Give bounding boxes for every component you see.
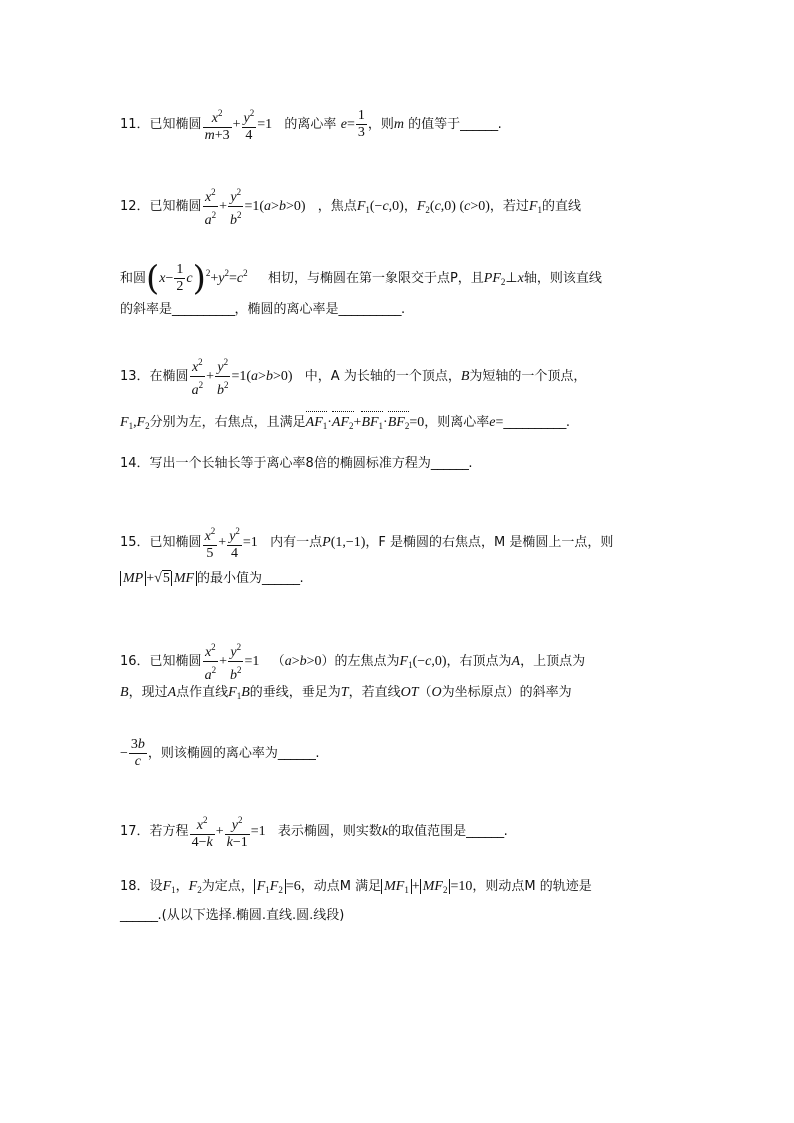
answer-blank[interactable]: ______ — [262, 570, 300, 586]
question-text: 为定点， — [201, 879, 254, 894]
formula-fraction: $\frac{x^2}{a^2}$ — [190, 354, 206, 399]
question-15-line-2: MP +√5 MF 的最小值为______. — [120, 568, 304, 589]
question-13: 13．在椭圆 $\frac{x^2}{a^2}$ + $\frac{y^2}{b^2}$ =1(a>b>0) 中，A 为长轴的一个顶点，B为短轴的一个顶点， — [120, 354, 586, 399]
question-text: 的垂线，垂足为 — [249, 685, 341, 700]
answer-blank[interactable]: ______ — [430, 455, 469, 471]
formula-fraction: $\frac{x^2}{m+3}$ — [203, 105, 232, 144]
question-text: 点作直线 — [176, 685, 229, 700]
question-text: 已知椭圆 — [149, 117, 202, 132]
answer-blank[interactable]: ______ — [277, 745, 316, 761]
question-18: 18．设$F_1$，$F_2$为定点， $F_1F_2 =6$，动点M 满足 $MF_1 + MF_2 =10$，则动点M 的轨迹是 — [120, 879, 592, 895]
question-text: 设 — [149, 879, 163, 894]
question-13-line-2: $F_1,F_2$分别为左，右焦点，且满足$AF_1\cdot AF_2+BF_1\cdot BF_2=0$，则离心率e=__________. — [120, 412, 570, 436]
question-text: .(从以下选择.椭圆.直线.圆.线段) — [157, 908, 345, 923]
formula-fraction: $\frac{x^2}{5}$ — [203, 523, 218, 562]
question-number: 16． — [120, 654, 150, 669]
question-18-line-2 — [120, 905, 344, 926]
formula-fraction: $\frac{x^2}{4-k}$ — [190, 812, 215, 851]
question-number: 17． — [120, 824, 150, 839]
question-text: 已知椭圆 — [149, 535, 202, 550]
formula-fraction: $\frac{y^2}{b^2}$ — [228, 639, 244, 684]
question-text: 和圆 — [120, 271, 147, 286]
question-text: 写出一个长轴长等于离心率8倍的椭圆标准方程为 — [149, 456, 431, 471]
formula-eccentricity: e — [340, 117, 347, 132]
question-text: ，则该椭圆的离心率为 — [147, 746, 278, 761]
question-text: 的直线 — [541, 199, 581, 214]
question-12: 12．已知椭圆 $\frac{x^2}{a^2}$ + $\frac{y^2}{b^2}$ =1(a>b>0) ，焦点$F_1(-c,0)$，$F_2(c,0)$ (c>0)，若过$F_1$的直线 — [120, 184, 581, 229]
question-number: 11． — [120, 117, 150, 132]
question-16-line-3: − $\frac{3b}{c}$ ，则该椭圆的离心率为______. — [120, 737, 320, 769]
question-text: 表示椭圆，则实数 — [277, 824, 382, 839]
question-14: 14．写出一个长轴长等于离心率8倍的椭圆标准方程为______. — [120, 455, 473, 471]
formula-fraction: $\frac{x^2}{a^2}$ — [203, 639, 219, 684]
answer-blank[interactable]: __________ — [172, 301, 235, 317]
question-12-line-2: 和圆(x− $\frac{1}{2}$ $c)^2+y^2=c^2$ 相切，与椭圆在第一象限交于点P，且$PF_2\perp x$轴，则该直线 — [120, 258, 602, 299]
answer-blank[interactable]: ______ — [120, 907, 158, 923]
question-text: ，则 — [367, 117, 394, 132]
question-text: ，椭圆的离心率是 — [234, 302, 339, 317]
question-text: 的取值范围是 — [388, 824, 467, 839]
question-text: 轴，则该直线 — [523, 271, 602, 286]
question-text: ）的左焦点为 — [321, 654, 400, 669]
question-text: ，则动点M 的轨迹是 — [472, 879, 592, 894]
question-text: ，F 是椭圆的右焦点，M 是椭圆上一点，则 — [365, 535, 614, 550]
question-text: 的值等于 — [404, 117, 461, 132]
question-text: ，若直线 — [348, 685, 401, 700]
question-text: 分别为左，右焦点，且满足 — [149, 415, 306, 430]
question-number: 18． — [120, 879, 150, 894]
question-text: 内有一点 — [270, 535, 323, 550]
answer-blank[interactable]: __________ — [503, 414, 566, 430]
formula-fraction: $\frac{1}{3}$ — [357, 108, 365, 140]
question-16-line-2: B，现过A点作直线$F_1B$的垂线，垂足为T，若直线OT（O为坐标原点）的斜率为 — [120, 685, 572, 701]
question-17: 17．若方程 $\frac{x^2}{4-k}$ + $\frac{y^2}{k-1}$ =1 表示椭圆，则实数k的取值范围是______. — [120, 812, 508, 851]
question-text: ，动点M 满足 — [300, 879, 382, 894]
question-text: ，焦点 — [317, 199, 357, 214]
question-text: 的离心率 — [284, 117, 337, 132]
question-number: 12． — [120, 199, 150, 214]
question-11: 11．已知椭圆 $\frac{x^2}{m+3}$ + $\frac{y^2}{4}$ =1 的离心率 e= $\frac{1}{3}$ ，则m 的值等于______. — [120, 105, 502, 144]
question-text: 的最小值为 — [197, 571, 263, 586]
formula-fraction: $\frac{y^2}{b^2}$ — [215, 354, 231, 399]
question-text: ，若过 — [489, 199, 529, 214]
answer-blank[interactable]: ______ — [460, 116, 498, 132]
question-number: 14． — [120, 456, 150, 471]
question-text: 相切，与椭圆在第一象限交于点P，且 — [267, 271, 484, 286]
formula-fraction: $\frac{y^2}{b^2}$ — [228, 184, 244, 229]
question-text: 为短轴的一个顶点， — [469, 369, 587, 384]
question-16: 16．已知椭圆 $\frac{x^2}{a^2}$ + $\frac{y^2}{b^2}$ =1 （a>b>0）的左焦点为$F_1(-c,0)$，右顶点为A，上顶点为 — [120, 639, 585, 684]
answer-blank[interactable]: __________ — [338, 301, 402, 317]
formula-fraction: $\frac{x^2}{a^2}$ — [203, 184, 219, 229]
question-number: 13． — [120, 369, 150, 384]
answer-blank[interactable]: ______ — [466, 823, 504, 839]
question-text: 中，A 为长轴的一个顶点， — [304, 369, 461, 384]
question-number: 15． — [120, 535, 150, 550]
question-text: 若方程 — [149, 824, 189, 839]
formula-fraction: $\frac{1}{2}$ — [176, 262, 184, 294]
question-text: 为坐标原点）的斜率为 — [441, 685, 572, 700]
question-text: 的斜率是 — [120, 302, 173, 317]
formula-fraction: $\frac{3b}{c}$ — [130, 737, 145, 769]
question-text: 已知椭圆 — [149, 199, 202, 214]
question-text: 已知椭圆 — [149, 654, 202, 669]
question-text: ，上顶点为 — [520, 654, 586, 669]
formula-fraction: $\frac{y^2}{4}$ — [227, 523, 242, 562]
question-15: 15．已知椭圆 $\frac{x^2}{5}$ + $\frac{y^2}{4}$ =1 内有一点P(1,−1)，F 是椭圆的右焦点，M 是椭圆上一点，则 — [120, 523, 613, 562]
question-text: ，现过 — [128, 685, 168, 700]
question-text: 在椭圆 — [149, 369, 189, 384]
question-12-line-3: 的斜率是__________，椭圆的离心率是__________. — [120, 301, 406, 317]
formula-fraction: $\frac{y^2}{4}$ — [242, 105, 257, 144]
question-text: ，右顶点为 — [446, 654, 512, 669]
formula-fraction: $\frac{y^2}{k-1}$ — [225, 812, 250, 851]
question-text: ，则离心率 — [424, 415, 490, 430]
